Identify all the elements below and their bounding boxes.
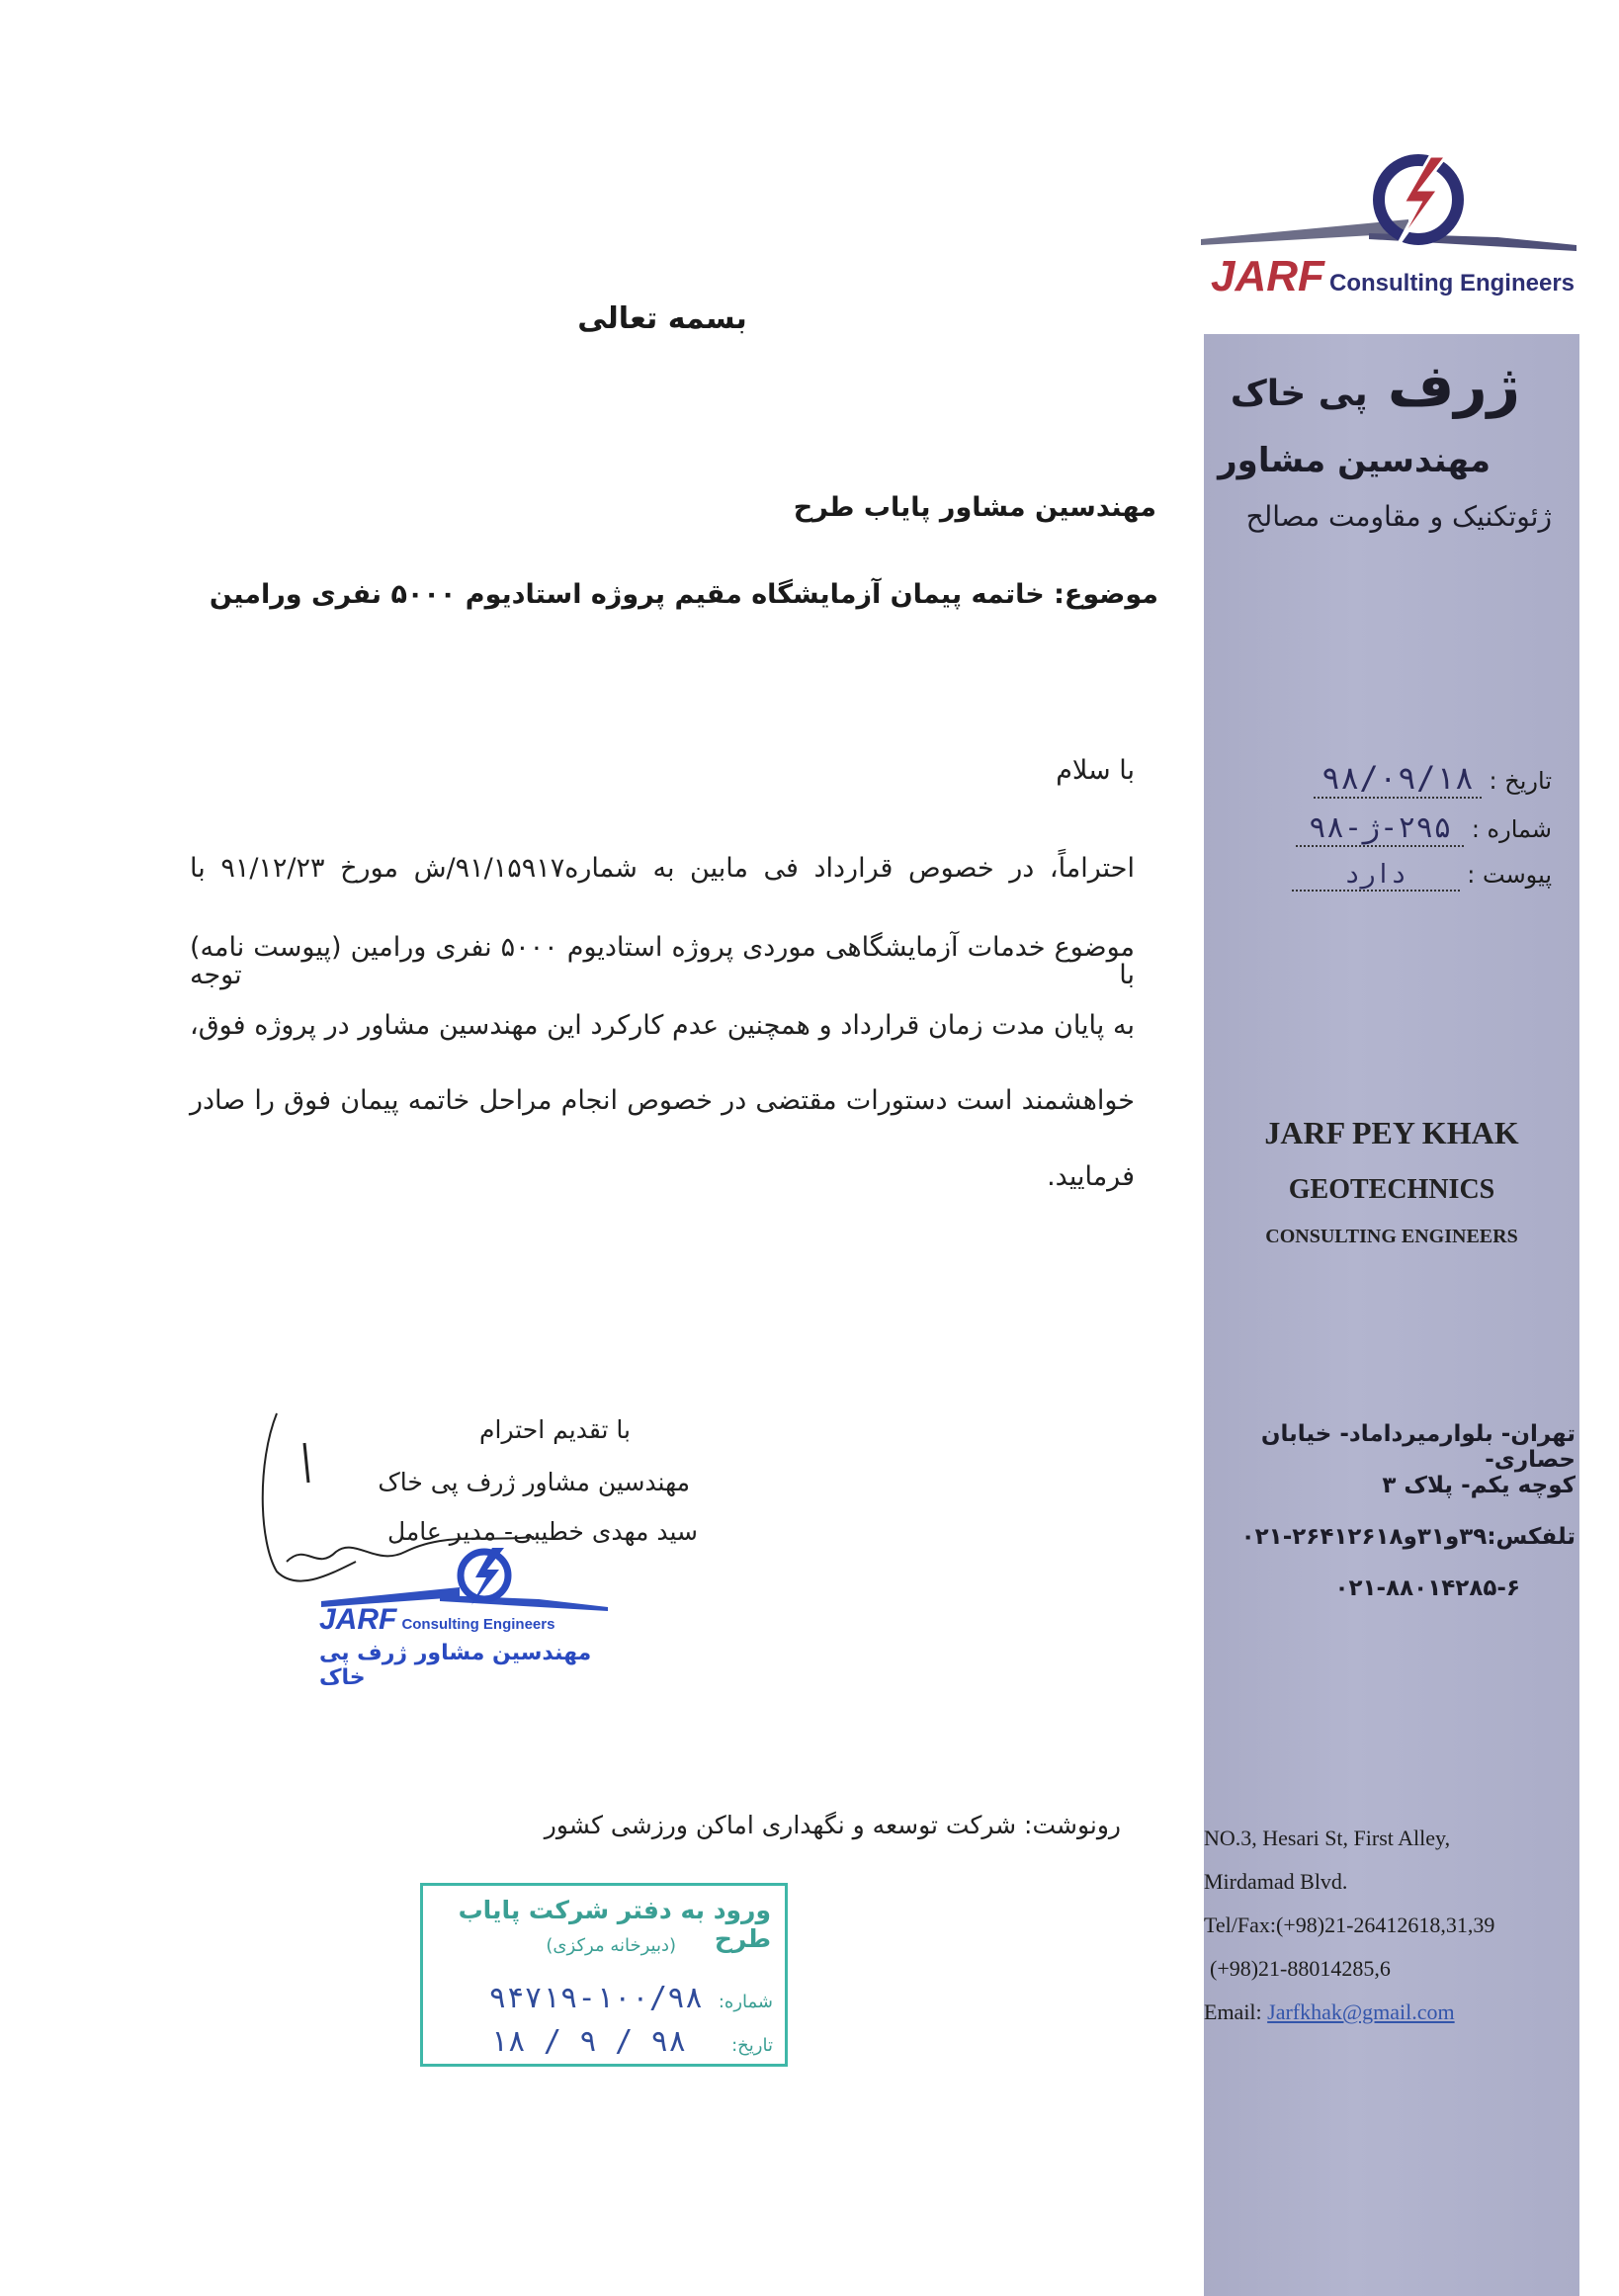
seal-company-fa: مهندسین مشاور ژرف پی خاک: [319, 1641, 592, 1690]
email-line: [1204, 1991, 1560, 2034]
address-en-line4: (+98)21-88014285,6: [1210, 1956, 1391, 1981]
sign-company: مهندسین مشاور ژرف پی خاک: [378, 1468, 690, 1496]
body-line-4: خواهشمند است دستورات مقتضی در خصوص انجام مراحل خاتمه پیمان فوق را صادر: [190, 1085, 1135, 1116]
number-value: ۲۹۵-ژ-۹۸: [1296, 810, 1464, 847]
cc-line: رونوشت: شرکت توسعه و نگهداری اماکن ورزشی کشور: [544, 1811, 1121, 1839]
company-fa-name2: پی خاک: [1230, 374, 1368, 414]
greeting: با سلام: [1056, 755, 1135, 786]
stamp-number-value: ۱۰۰/۹۸-۹۴۷۱۹: [488, 1981, 704, 2015]
recipient: مهندسین مشاور پایاب طرح: [793, 492, 1156, 523]
number-field: [1226, 810, 1552, 847]
body-line-2: موضوع خدمات آزمایشگاهی موردی پروژه استادیوم ۵۰۰۰ نفری ورامین (پیوست نامه) با توجه: [190, 932, 1135, 990]
sign-person: سید مهدی خطیبی- مدیر عامل: [386, 1517, 698, 1546]
address-en-line2: Mirdamad Blvd.: [1204, 1869, 1348, 1894]
logo-wordmark: [1211, 252, 1586, 301]
seal-logo-tagline: Consulting Engineers: [401, 1616, 555, 1633]
number-label: شماره :: [1471, 815, 1552, 843]
email-label: Email:: [1204, 1999, 1262, 2024]
email-link[interactable]: Jarfkhak@gmail.com: [1267, 1999, 1455, 2024]
attachment-label: پیوست :: [1467, 861, 1552, 889]
address-fa-line2: کوچه یکم- پلاک ۳: [1382, 1473, 1576, 1498]
stamp-date-value: ۹۸ / ۹ / ۱۸: [489, 2024, 687, 2059]
address-fa-line4: ۰۲۱-۸۸۰۱۴۲۸۵-۶: [1334, 1575, 1520, 1601]
subject: موضوع: خاتمه پیمان آزمایشگاه مقیم پروژه استادیوم ۵۰۰۰ نفری ورامین: [209, 579, 1158, 610]
company-fa-type: مهندسین مشاور: [1218, 441, 1491, 480]
company-fa-specialty: ژئوتکنیک و مقاومت مصالح: [1245, 500, 1552, 533]
logo-tagline: Consulting Engineers: [1329, 270, 1576, 297]
address-en-line1: NO.3, Hesari St, First Alley,: [1204, 1826, 1451, 1850]
stamp-subtitle: (دبیرخانه مرکزی): [546, 1935, 676, 1956]
address-fa-line1: تهران- بلوارمیرداماد- خیابان حصاری-: [1260, 1421, 1576, 1473]
stamp-number-row: [432, 1981, 773, 2015]
company-fa-name: ژرف: [1387, 352, 1520, 419]
body-line-1: احتراماً، در خصوص قرارداد فی مابین به شماره۹۱/۱۵۹۱۷/ش مورخ ۹۱/۱۲/۲۳ با: [190, 853, 1135, 884]
stamp-date-row: [432, 2024, 773, 2059]
attachment-value: دارد: [1292, 860, 1460, 892]
address-fa-line3: تلفکس:۳۹و۳۱و۲۶۴۱۲۶۱۸-۰۲۱: [1240, 1524, 1576, 1550]
letterhead-side-strip: [1204, 334, 1579, 2296]
seal-logo-word: JARF: [319, 1603, 397, 1636]
date-label: تاریخ :: [1489, 767, 1552, 795]
attachment-field: [1226, 860, 1552, 892]
stamp-title: ورود به دفتر شرکت پایاب طرح: [458, 1896, 771, 1953]
company-en-line3: CONSULTING ENGINEERS: [1265, 1226, 1518, 1247]
address-en-block: [1204, 1817, 1560, 2034]
company-seal: [311, 1544, 628, 1690]
address-en-line3: Tel/Fax:(+98)21-26412618,31,39: [1204, 1913, 1495, 1937]
stamp-date-label: تاریخ:: [731, 2035, 773, 2056]
body-line-5: فرمایید.: [1047, 1161, 1135, 1192]
body-line-3: به پایان مدت زمان قرارداد و همچنین عدم کارکرد این مهندسین مشاور در پروژه فوق،: [190, 1010, 1135, 1041]
logo-mark-icon: [1201, 148, 1576, 257]
date-value: ۹۸/۰۹/۱۸: [1314, 759, 1482, 799]
company-en-line2: GEOTECHNICS: [1288, 1174, 1495, 1205]
seal-wordmark: [319, 1603, 554, 1637]
company-fa-name-block: [1231, 352, 1520, 419]
stamp-number-label: شماره:: [718, 1992, 773, 2012]
incoming-stamp: [420, 1883, 788, 2067]
company-en-name: JARF PEY KHAK: [1264, 1115, 1519, 1150]
logo-word: JARF: [1211, 252, 1324, 300]
invocation: بسمه تعالی: [577, 301, 747, 336]
date-field: [1226, 759, 1552, 799]
closing: با تقدیم احترام: [479, 1415, 631, 1444]
